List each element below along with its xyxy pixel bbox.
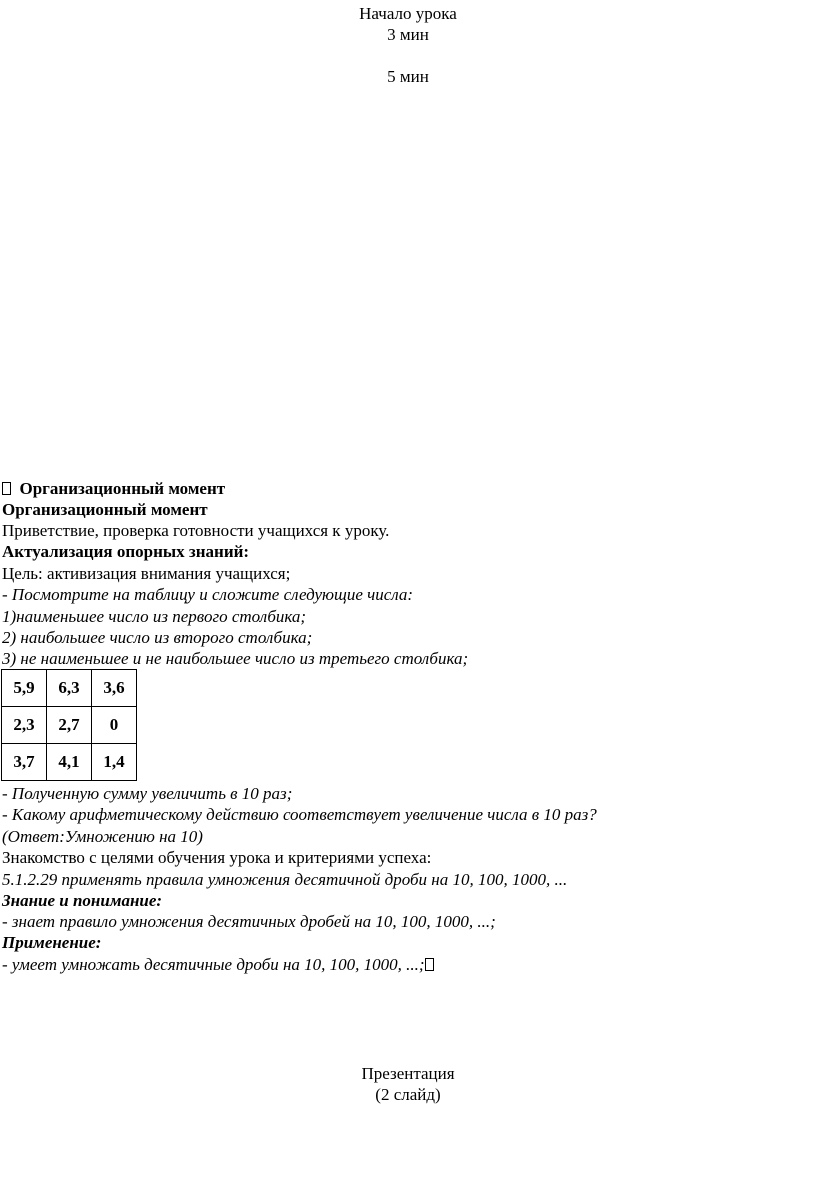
answer-text: (Ответ:Умножению на 10) — [2, 827, 203, 846]
task-item-2: 2) наибольшее число из второго столбика; — [2, 628, 313, 647]
section-heading-2: Организационный момент — [2, 500, 208, 519]
goal-text: Цель: активизация внимания учащихся; — [2, 564, 291, 583]
task-item-1: 1)наименьшее число из первого столбика; — [2, 607, 307, 626]
stage-time-1: 3 мин — [387, 25, 429, 44]
greeting-text: Приветствие, проверка готовности учащихся к уроку. — [2, 521, 390, 540]
missing-glyph-icon — [425, 958, 434, 971]
task-intro: - Посмотрите на таблицу и сложите следующие числа: — [2, 585, 414, 604]
section-heading-1-text: Организационный момент — [19, 479, 226, 498]
knowledge-heading: Знание и понимание: — [2, 891, 163, 910]
question-text: - Какому арифметическому действию соответствует увеличение числа в 10 раз? — [2, 805, 597, 824]
table-row — [2, 744, 137, 781]
application-heading: Применение: — [2, 933, 102, 952]
number-table — [1, 669, 137, 781]
objectives-intro: Знакомство с целями обучения урока и критериями успеха: — [2, 848, 432, 867]
table-cell: 4,1 — [47, 744, 92, 781]
slide-reference: (2 слайд) — [375, 1085, 441, 1104]
actualization-heading: Актуализация опорных знаний: — [2, 542, 250, 561]
stage-time-2: 5 мин — [387, 67, 429, 86]
section-heading-1 — [2, 478, 225, 499]
increase-instruction: - Полученную сумму увеличить в 10 раз; — [2, 784, 293, 803]
table-row — [2, 707, 137, 744]
lesson-stage: Начало урока — [359, 4, 457, 23]
table-cell: 5,9 — [2, 670, 47, 707]
task-item-3: 3) не наименьшее и не наибольшее число из третьего столбика; — [2, 649, 469, 668]
table-cell: 3,6 — [92, 670, 137, 707]
learning-objective: 5.1.2.29 применять правила умножения десятичной дроби на 10, 100, 1000, ... — [2, 870, 568, 889]
table-cell: 3,7 — [2, 744, 47, 781]
table-row — [2, 670, 137, 707]
missing-glyph-icon — [2, 482, 11, 495]
table-cell: 2,7 — [47, 707, 92, 744]
resource-label: Презентация — [361, 1064, 455, 1083]
knowledge-item: - знает правило умножения десятичных дробей на 10, 100, 1000, ...; — [2, 912, 496, 931]
table-cell: 1,4 — [92, 744, 137, 781]
table-cell: 0 — [92, 707, 137, 744]
table-cell: 6,3 — [47, 670, 92, 707]
table-cell: 2,3 — [2, 707, 47, 744]
application-item — [2, 954, 434, 975]
application-item-text: - умеет умножать десятичные дроби на 10, 100, 1000, ...; — [2, 955, 425, 974]
